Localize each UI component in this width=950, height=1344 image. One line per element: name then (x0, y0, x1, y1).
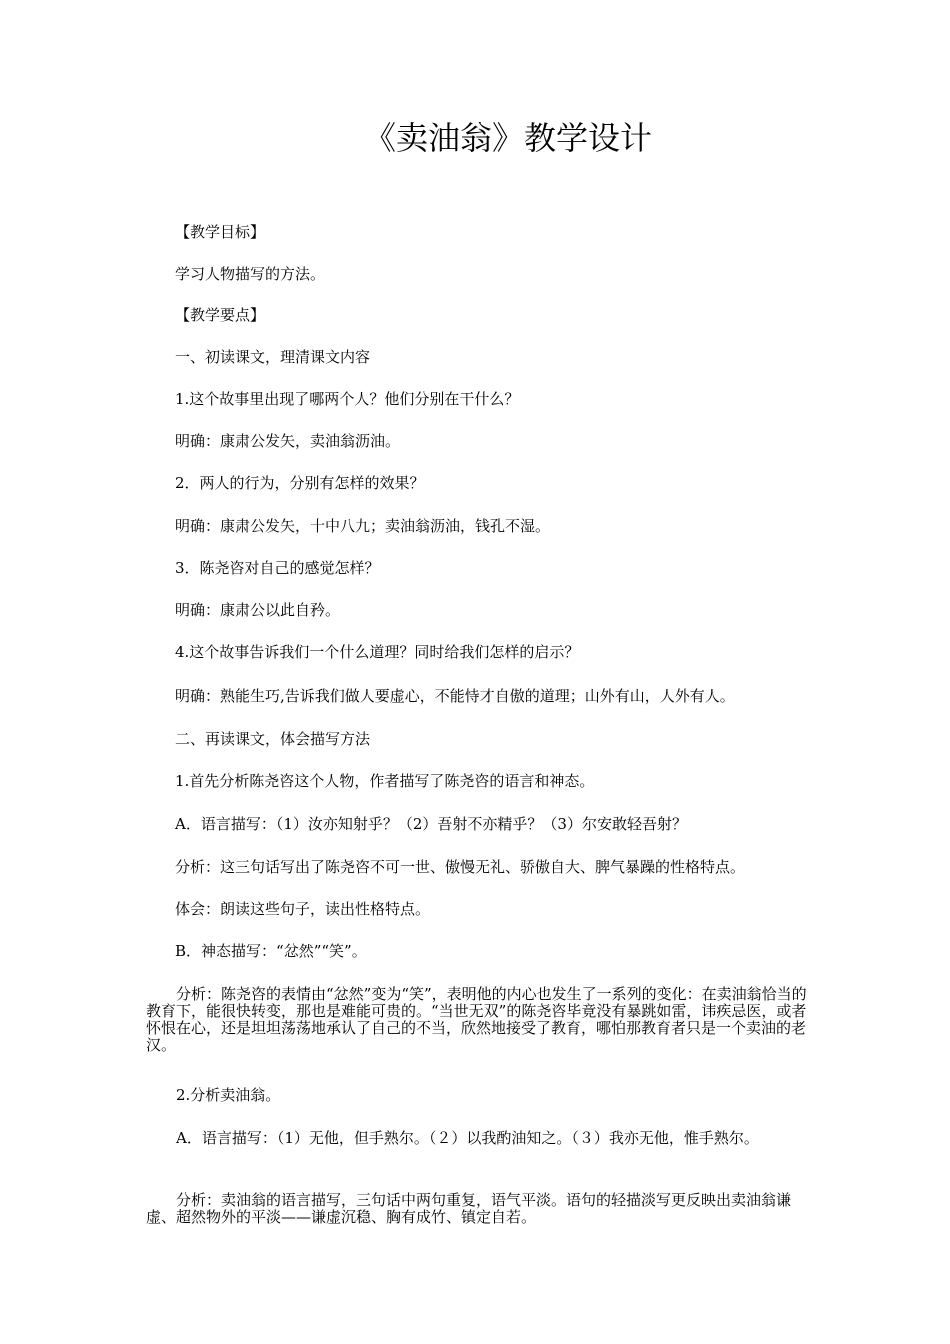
paragraph-line: 2．两人的行为，分别有怎样的效果？ (175, 474, 425, 492)
paragraph-line: 1.这个故事里出现了哪两个人？他们分别在干什么？ (175, 390, 520, 408)
paragraph-line: 一、初读课文，理清课文内容 (175, 348, 371, 366)
paragraph-line: 明确：康肃公以此自矜。 (175, 601, 341, 619)
section-heading-key-points: 【教学要点】 (175, 306, 266, 324)
paragraph-line: 明确：熟能生巧,告诉我们做人要虚心，不能恃才自傲的道理；山外有山，人外有人。 (175, 687, 735, 705)
body-paragraph: A．语言描写：（1）无他，但手熟尔。（２）以我酌油知之。（３）我亦无他，惟手熟尔。 (176, 1129, 759, 1147)
body-paragraph: 分析：卖油翁的语言描写，三句话中两句重复，语气平淡。语句的轻描淡写更反映出卖油翁谦虚、超然物外的平淡——谦虚沉稳、胸有成竹、镇定自若。 (146, 1191, 792, 1226)
section-heading-objectives: 【教学目标】 (175, 223, 266, 241)
paragraph-line: 二、再读课文，体会描写方法 (175, 730, 371, 748)
paragraph-line: 3．陈尧咨对自己的感觉怎样？ (175, 559, 380, 577)
paragraph-line: A．语言描写：（1）汝亦知射乎？（2）吾射不亦精乎？（3）尔安敢轻吾射？ (175, 815, 687, 833)
body-paragraph: 2.分析卖油翁。 (176, 1086, 281, 1104)
paragraph-line: 1.首先分析陈尧咨这个人物，作者描写了陈尧咨的语言和神态。 (175, 772, 595, 790)
paragraph-line: 明确：康肃公发矢，卖油翁沥油。 (175, 432, 401, 450)
paragraph-line: B．神态描写：“忿然”“笑”。 (175, 942, 367, 960)
document-title: 《卖油翁》教学设计 (363, 119, 652, 157)
paragraph-line: 分析：这三句话写出了陈尧咨不可一世、傲慢无礼、骄傲自大、脾气暴躁的性格特点。 (175, 858, 746, 876)
paragraph-line: 学习人物描写的方法。 (175, 265, 326, 283)
paragraph-line: 明确：康肃公发矢，十中八九；卖油翁沥油，钱孔不湿。 (175, 517, 551, 535)
paragraph-line: 体会：朗读这些句子，读出性格特点。 (175, 900, 431, 918)
paragraph-line: 4.这个故事告诉我们一个什么道理？同时给我们怎样的启示？ (175, 643, 580, 661)
body-paragraph: 分析：陈尧咨的表情由“忿然”变为“笑”，表明他的内心也发生了一系列的变化：在卖油翁恰当的教育下，能很快转变，那也是难能可贵的。“当世无双”的陈尧咨毕竟没有暴跳如雷，讳疾忌医，或者怀恨在心，还是坦坦荡荡地承认了自己的不当，欣然地接受了教育，哪怕那教育者只是一个卖油的老汉。 (146, 985, 807, 1054)
